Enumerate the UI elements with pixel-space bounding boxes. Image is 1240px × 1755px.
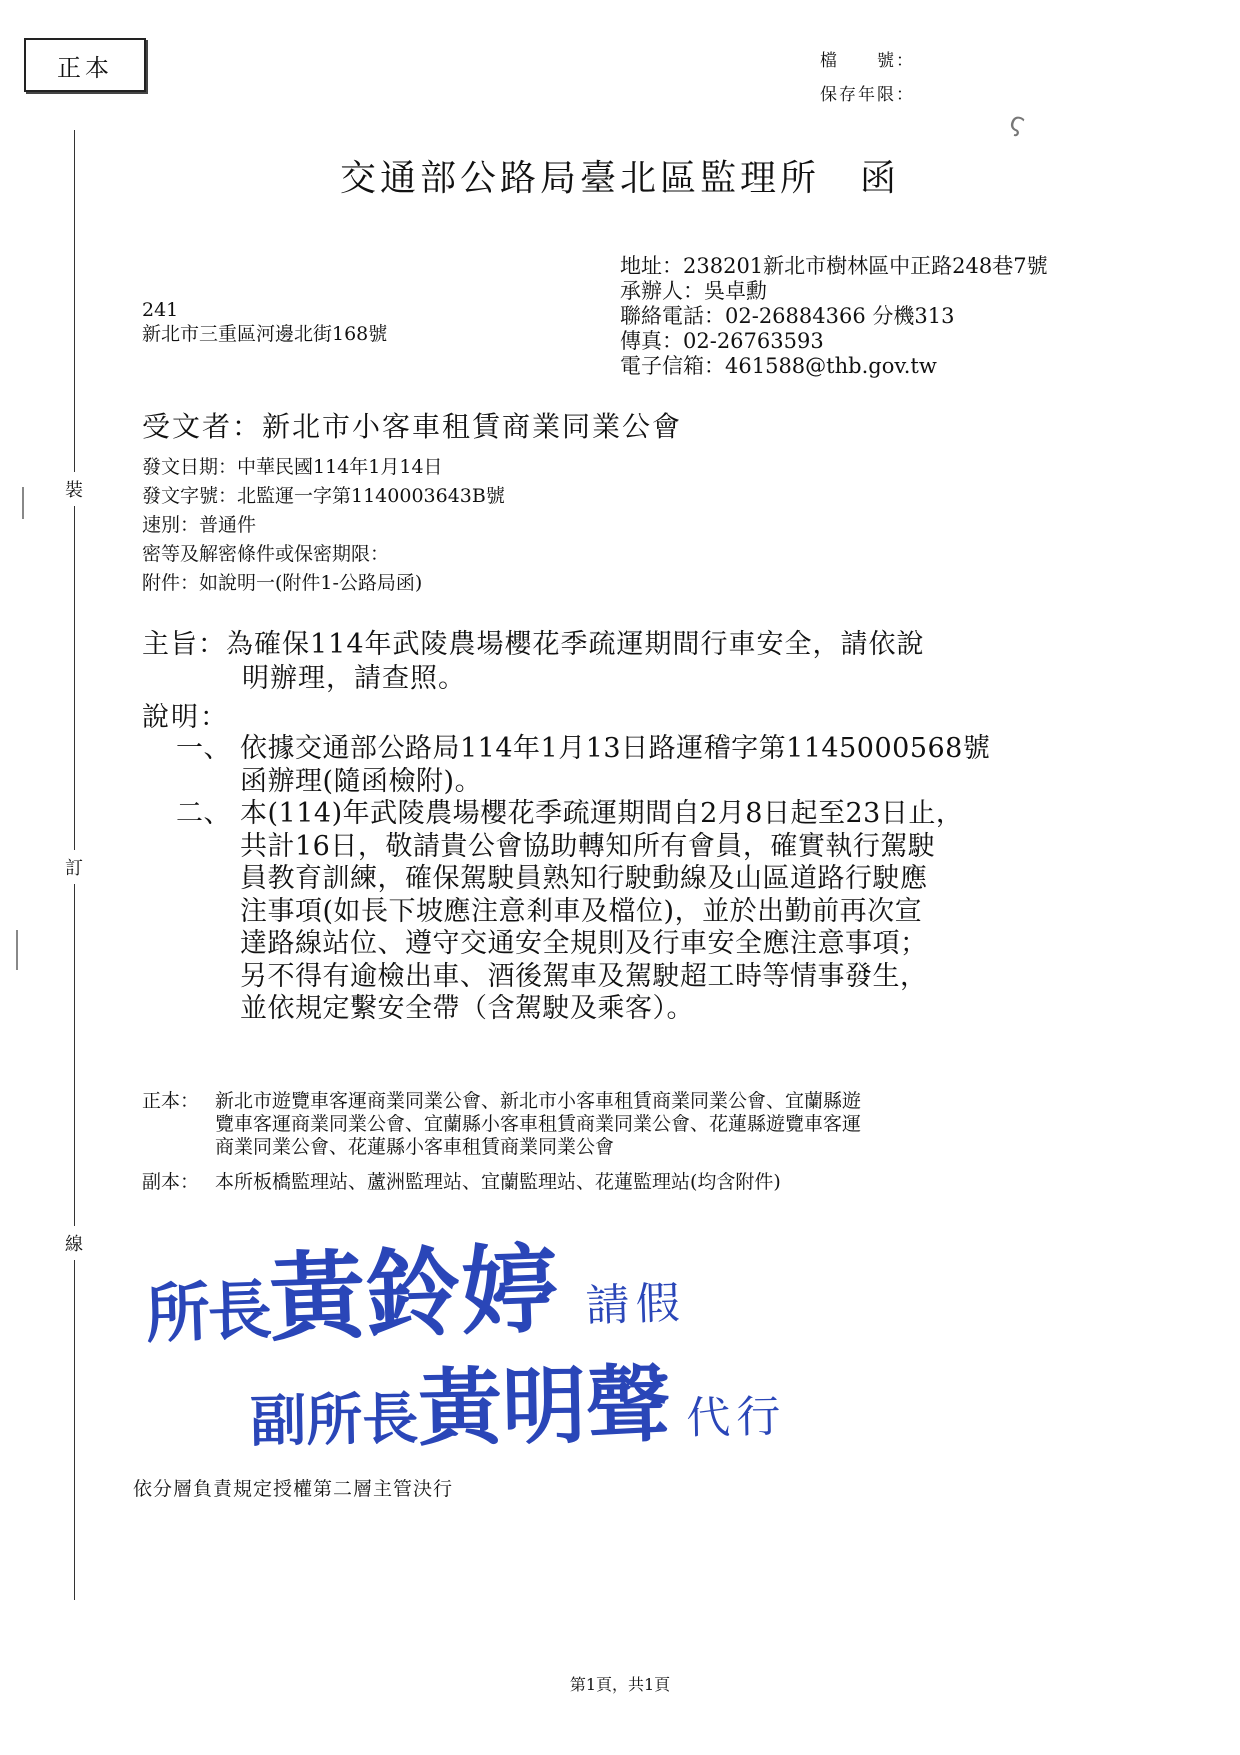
explanation-label: 說明： <box>142 702 229 733</box>
original-distribution <box>142 1090 861 1159</box>
item-line: 依據交通部公路局114年1月13日路運稽字第1145000568號 <box>240 733 991 764</box>
subject-line: 主旨：為確保114年武陵農場櫻花季疏運期間行車安全，請依說 <box>142 629 925 660</box>
recipient-zip: 241 <box>142 299 179 321</box>
secrecy-level: 密等及解密條件或保密期限： <box>142 543 390 565</box>
copy-distribution <box>142 1171 781 1194</box>
issuer-address: 地址：238201新北市樹林區中正路248巷7號 <box>620 254 1048 278</box>
file-number-label: 檔 號： <box>820 51 915 71</box>
retention-period-label: 保存年限： <box>820 85 915 105</box>
binding-mark-ding: 訂 <box>60 850 88 884</box>
page-number: 第1頁，共1頁 <box>569 1675 671 1694</box>
item-line: 員教育訓練，確保駕駛員熟知行駛動線及山區道路行駛應 <box>240 863 928 894</box>
fax: 傳真：02-26763593 <box>620 329 824 353</box>
pencil-mark: ς <box>1005 106 1030 140</box>
seal-note: 請假 <box>584 1277 687 1333</box>
original-label: 正本： <box>142 1090 200 1112</box>
distribution-line: 新北市遊覽車客運商業同業公會、新北市小客車租賃商業同業公會、宜蘭縣遊 <box>215 1090 862 1112</box>
distribution-line: 覽車客運商業同業公會、宜蘭縣小客車租賃商業同業公會、花蓮縣遊覽車客運 <box>215 1113 862 1135</box>
explanation-item-2 <box>176 798 963 1026</box>
phone: 聯絡電話：02-26884366 分機313 <box>620 304 955 328</box>
issuer-name: 交通部公路局臺北區監理所 <box>339 158 820 199</box>
document-number: 發文字號：北監運一字第1140003643B號 <box>142 485 505 507</box>
seal-note: 代行 <box>685 1391 787 1445</box>
contact-block <box>620 254 1048 379</box>
item-line: 達路線站位、遵守交通安全規則及行車安全應注意事項； <box>240 928 928 959</box>
recipient-address <box>142 298 387 346</box>
item-line: 另不得有逾檢出車、酒後駕車及駕駛超工時等情事發生， <box>240 960 928 992</box>
attachment: 附件：如說明一(附件1-公路局函) <box>142 572 423 594</box>
scan-artifact <box>22 487 24 519</box>
original-copy-stamp: 正本 <box>24 38 146 92</box>
seal-name: 黃明聲 <box>417 1354 671 1458</box>
binding-mark-xian: 線 <box>60 1226 88 1260</box>
binding-mark-zhuang: 裝 <box>60 472 88 506</box>
item-line: 本(114)年武陵農場櫻花季疏運期間自2月8日起至23日止， <box>240 798 964 829</box>
email: 電子信箱：461588@thb.gov.tw <box>620 354 937 378</box>
scan-artifact <box>16 930 18 970</box>
recipient: 受文者：新北市小客車租賃商業同業公會 <box>142 410 683 443</box>
issue-date: 發文日期：中華民國114年1月14日 <box>142 456 443 478</box>
distribution-line: 本所板橋監理站、蘆洲監理站、宜蘭監理站、花蓮監理站(均含附件) <box>215 1171 781 1193</box>
handler: 承辦人：吳卓勳 <box>620 279 767 303</box>
document-type: 函 <box>860 158 901 199</box>
recipient-street: 新北市三重區河邊北街168號 <box>142 323 388 345</box>
subject-line: 明辦理，請查照。 <box>242 663 466 694</box>
deputy-director-seal <box>249 1335 787 1465</box>
item-line: 注事項(如長下坡應注意剎車及檔位)，並於出勤前再次宣 <box>240 895 923 927</box>
seal-title: 所長 <box>144 1273 272 1353</box>
seal-title: 副所長 <box>249 1385 419 1455</box>
delivery-speed: 速別：普通件 <box>142 514 257 536</box>
subject <box>142 628 925 696</box>
item-number: 一、 <box>176 733 231 764</box>
copy-label: 副本： <box>142 1171 200 1193</box>
explanation-item-1 <box>176 733 990 798</box>
item-line: 共計16日，敬請貴公會協助轉知所有會員，確實執行駕駛 <box>240 830 936 862</box>
distribution-line: 商業同業公會、花蓮縣小客車租賃商業同業公會 <box>215 1136 615 1158</box>
document-title <box>0 150 1240 201</box>
authorization-note: 依分層負責規定授權第二層主管決行 <box>133 1478 454 1500</box>
item-line: 並依規定繫安全帶（含駕駛及乘客）。 <box>240 993 694 1024</box>
seal-name: 黃鈴婷 <box>267 1232 560 1356</box>
item-line: 函辦理(隨函檢附)。 <box>240 765 483 797</box>
document-info <box>142 453 505 598</box>
item-number: 二、 <box>176 798 231 829</box>
